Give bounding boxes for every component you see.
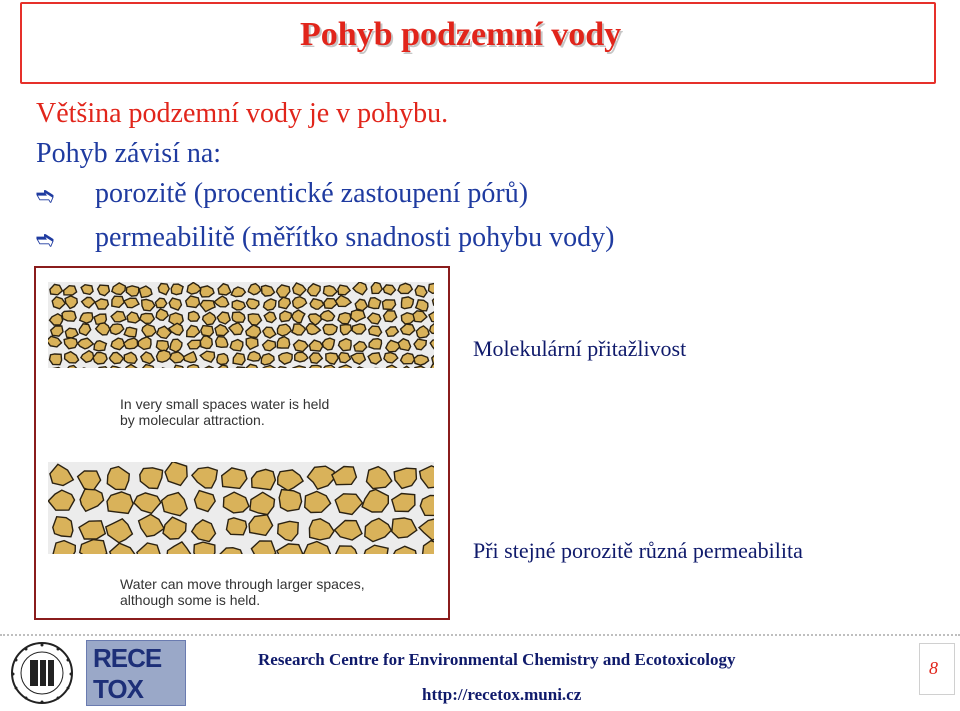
muni-seal-logo <box>6 640 78 706</box>
sediment-grain <box>398 283 412 293</box>
arrow-bullet-icon: ➬ <box>36 227 54 253</box>
recetox-logo-top: RECE <box>93 643 161 674</box>
sediment-grain <box>188 311 199 321</box>
sediment-grain <box>402 297 414 309</box>
website-link[interactable]: http://recetox.muni.cz <box>422 685 581 705</box>
sediment-grain <box>217 354 229 365</box>
bullet-permeability: permeabilitě (měřítko snadnosti pohybu vody) <box>95 222 614 254</box>
sediment-grain <box>429 283 435 293</box>
sediment-grain <box>50 354 62 365</box>
small-grains-panel <box>48 282 434 368</box>
sediment-grain <box>246 299 259 309</box>
sediment-grain <box>194 542 215 554</box>
recetox-logo <box>86 640 186 706</box>
sediment-grain <box>142 324 156 336</box>
sediment-grain <box>81 285 93 295</box>
large-grains-panel <box>48 462 434 554</box>
sediment-grain <box>382 300 395 310</box>
sediment-grain <box>338 313 351 324</box>
caption-line: although some is held. <box>120 592 365 608</box>
sediment-grain <box>416 300 428 311</box>
sediment-grain <box>201 326 214 337</box>
sediment-grain <box>227 518 247 535</box>
intro-line: Většina podzemní vody je v pohybu. <box>36 98 448 130</box>
slide-title: Pohyb podzemní vody <box>300 16 621 54</box>
sediment-grain <box>93 352 107 364</box>
pore-illustration <box>34 266 450 620</box>
sediment-grain <box>369 326 382 336</box>
sediment-grain <box>230 340 243 351</box>
sediment-grain <box>323 324 337 335</box>
bullet-porosity: porozitě (procentické zastoupení pórů) <box>95 178 528 210</box>
caption-line: Water can move through larger spaces, <box>120 576 365 592</box>
sediment-grain <box>124 327 137 337</box>
caption-line: In very small spaces water is held <box>120 396 329 412</box>
depends-line: Pohyb závisí na: <box>36 138 221 170</box>
sediment-grain <box>170 339 182 352</box>
sediment-grain <box>248 352 261 362</box>
footer-divider <box>0 634 960 636</box>
small-grains-caption <box>120 396 329 428</box>
sediment-grain <box>233 353 245 365</box>
research-centre-name: Research Centre for Environmental Chemistry and Ecotoxicology <box>258 650 736 670</box>
sediment-grain <box>53 517 73 537</box>
molecular-attraction-label: Molekulární přitažlivost <box>473 336 686 362</box>
sediment-grain <box>107 492 133 514</box>
sediment-grain <box>232 312 245 322</box>
sediment-grain <box>322 338 334 350</box>
recetox-logo-bottom: TOX <box>93 674 143 705</box>
sediment-grain <box>232 300 245 310</box>
sediment-grain <box>277 337 289 349</box>
sediment-grain <box>369 298 381 309</box>
sediment-grain <box>200 336 212 349</box>
sediment-grain <box>279 490 301 512</box>
sediment-grain <box>371 282 382 293</box>
arrow-bullet-icon: ➬ <box>36 183 54 209</box>
sediment-grain <box>280 311 292 322</box>
page-number: 8 <box>929 658 938 679</box>
sediment-grain <box>171 284 183 295</box>
sediment-grain <box>200 286 214 297</box>
large-grains-caption <box>120 576 365 608</box>
sediment-grain <box>94 341 106 351</box>
sediment-grain <box>62 311 76 321</box>
caption-line: by molecular attraction. <box>120 412 329 428</box>
sediment-grain <box>188 340 201 349</box>
permeability-label: Při stejné porozitě různá permeabilita <box>473 538 803 564</box>
sediment-grain <box>352 324 366 334</box>
